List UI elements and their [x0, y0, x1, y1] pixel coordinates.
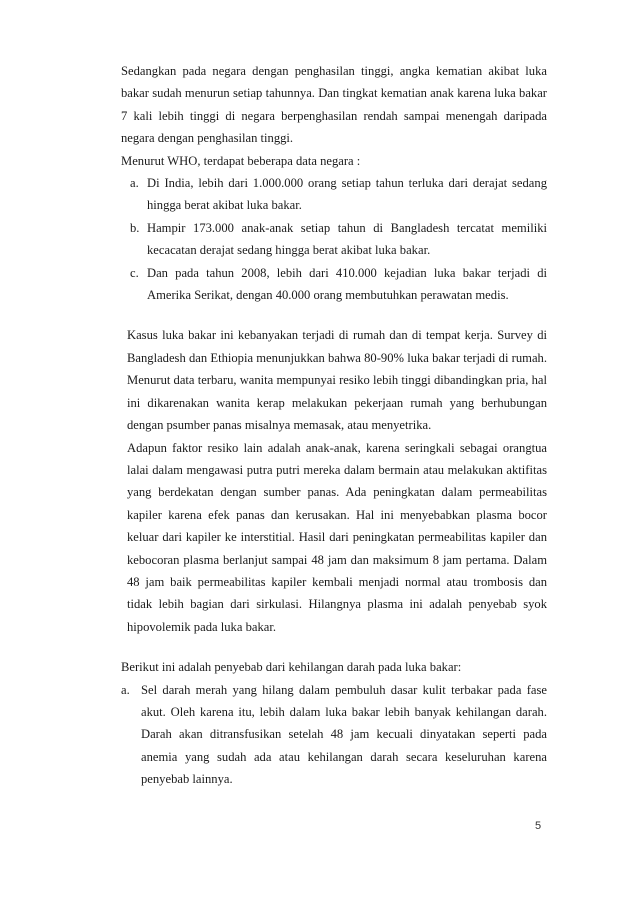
paragraph-mortality: Sedangkan pada negara dengan penghasilan tinggi, angka kematian akibat luka bakar sudah menurun setiap tahunnya. Dan tingkat kematian anak karena luka bakar 7 kali lebih tinggi di negara berpenghasilan rendah sampai menengah daripada negara dengan penghasilan tinggi. — [121, 64, 547, 146]
paragraph-risk-factors: Adapun faktor resiko lain adalah anak-anak, karena seringkali sebagai orangtua lalai dalam mengawasi putra putri mereka dalam bermain atau melakukan aktifitas yang berdekatan dengan sumber panas. Ada peningkatan dalam permeabilitas kapiler karena efek panas dan kerusakan. Hal ini menyebabkan plasma bocor keluar dari kapiler ke interstitial. Hasil dari peningkatan permeabilitas kapiler dan kebocoran plasma berlanjut sampai 48 jam dan maksimum 8 jam pertama. Dalam 48 jam baik permeabilitas kapiler kembali menjadi normal atau trombosis dan tidak lebih bagian dari sirkulasi. Hilangnya plasma ini adalah penyebab syok hipovolemik pada luka bakar. — [127, 440, 547, 634]
spacer — [121, 638, 547, 656]
list-item — [121, 217, 547, 262]
page-content — [121, 60, 547, 791]
spacer — [121, 306, 547, 324]
list-item-text: Sel darah merah yang hilang dalam pembuluh dasar kulit terbakar pada fase akut. Oleh karena itu, lebih dalam luka bakar lebih banyak kehilangan darah. Darah akan ditransfusikan setelah 48 jam kecuali dinyatakan seperti pada anemia yang sudah ada atau kehilangan darah secara keseluruhan karena penyebab lainnya. — [141, 682, 547, 787]
paragraph-cases: Kasus luka bakar ini kebanyakan terjadi di rumah dan di tempat kerja. Survey di Bangladesh dan Ethiopia menunjukkan bahwa 80-90% luka bakar terjadi di rumah. Menurut data terbaru, wanita mempunyai resiko lebih tinggi dibandingkan pria, hal ini dikarenakan wanita kerap melakukan pekerjaan rumah yang berhubungan dengan psumber panas misalnya memasak, atau menyetrika. — [127, 328, 547, 433]
blood-loss-list — [121, 679, 547, 791]
list-marker: a. — [121, 682, 130, 697]
list-item-text: Di India, lebih dari 1.000.000 orang setiap tahun terluka dari derajat sedang hingga berat akibat luka bakar. — [147, 176, 547, 213]
list-item — [121, 679, 547, 791]
list-marker: a. — [130, 176, 139, 191]
page-number: 5 — [535, 820, 542, 832]
who-data-list — [121, 172, 547, 306]
list-item — [121, 262, 547, 307]
list-item-text: Dan pada tahun 2008, lebih dari 410.000 kejadian luka bakar terjadi di Amerika Serikat, dengan 40.000 orang membutuhkan perawatan medis. — [147, 265, 547, 303]
list-item-text: Hampir 173.000 anak-anak setiap tahun di Bangladesh tercatat memiliki kecacatan derajat sedang hingga berat akibat luka bakar. — [147, 220, 547, 258]
indented-block — [121, 324, 547, 638]
paragraph-who-intro: Menurut WHO, terdapat beberapa data negara : — [121, 153, 361, 168]
list-item — [121, 172, 547, 217]
list-marker: c. — [130, 265, 139, 280]
list-marker: b. — [130, 220, 140, 235]
paragraph-blood-loss-intro: Berikut ini adalah penyebab dari kehilangan darah pada luka bakar: — [121, 660, 462, 675]
